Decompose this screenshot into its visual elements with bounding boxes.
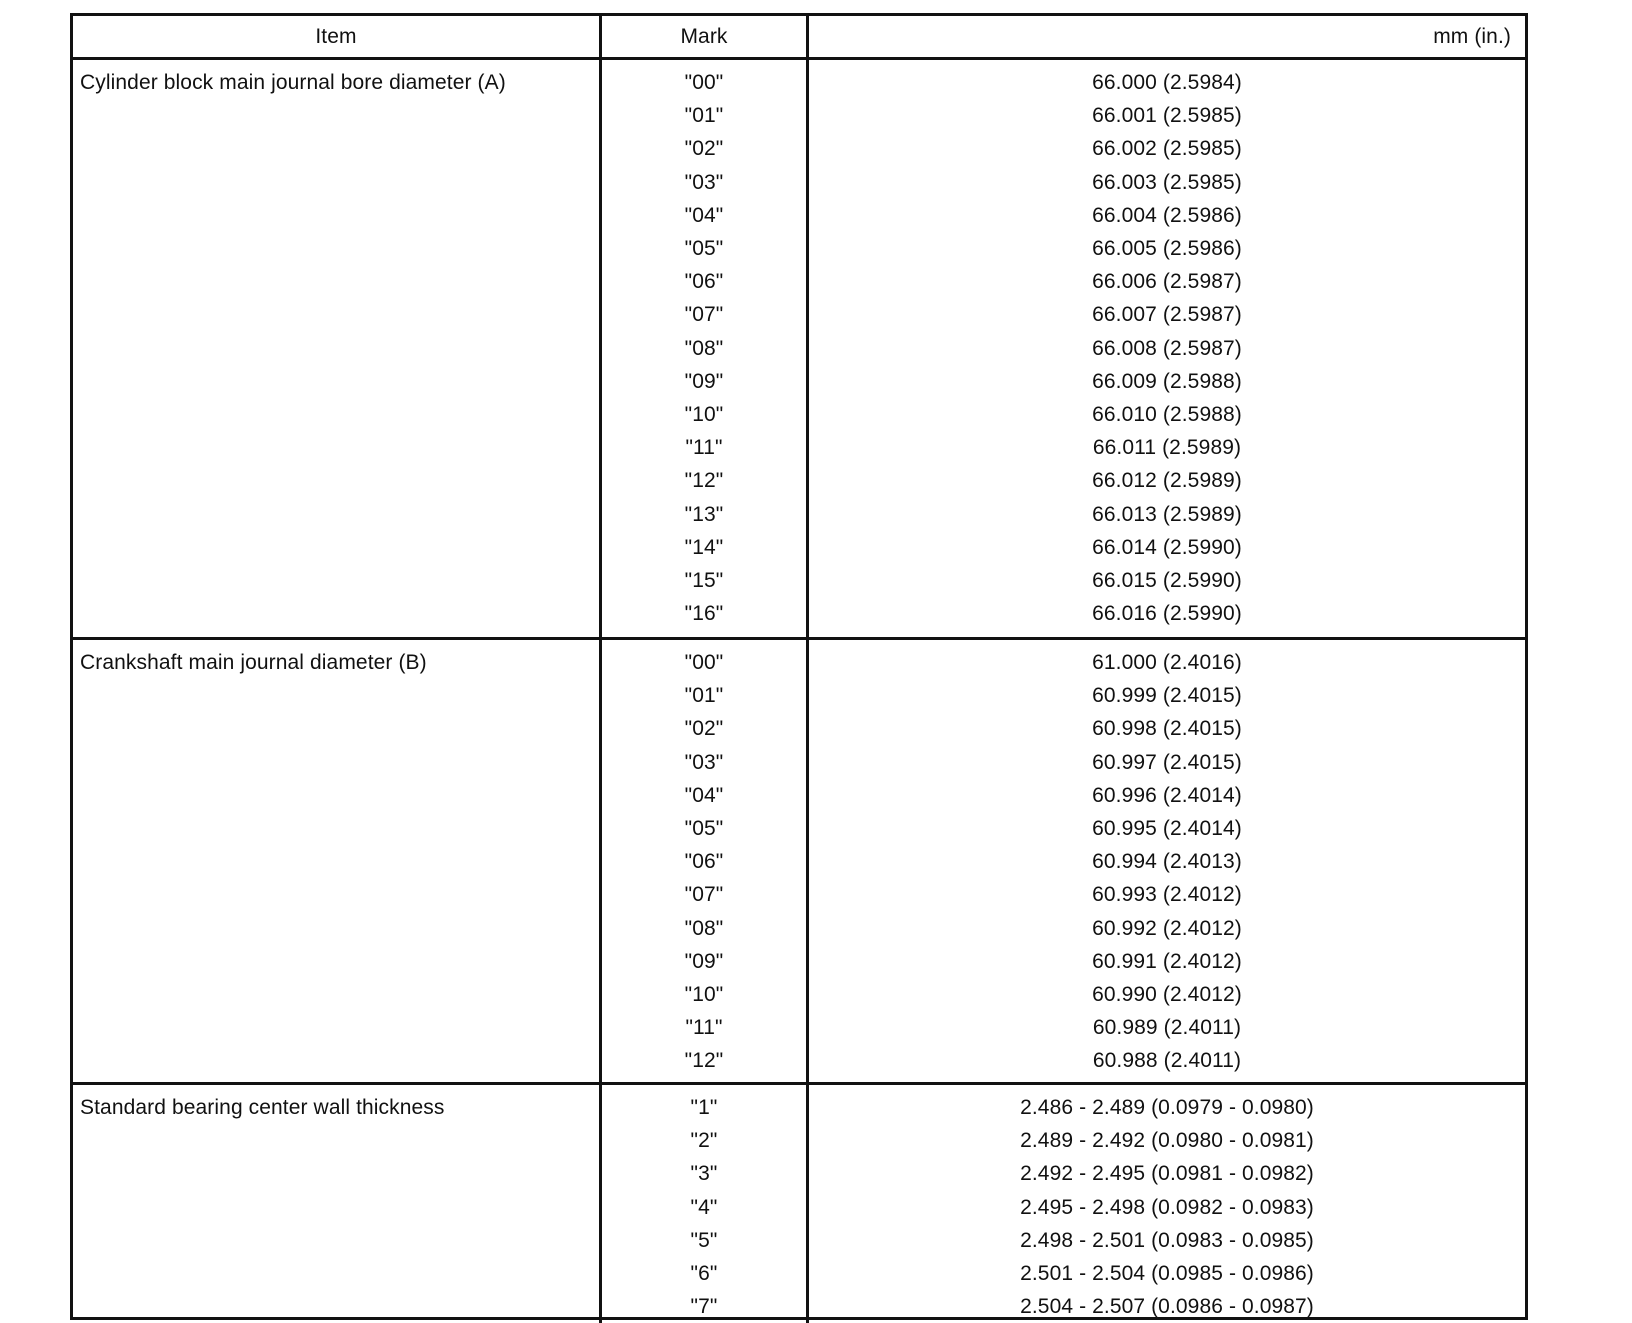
mark-value: "3" [690,1162,718,1186]
mark-value: "14" [684,535,724,559]
mark-value: "15" [684,569,724,593]
measurement-value: 60.990 (2.4012) [1092,983,1242,1007]
specification-table [70,13,1528,1320]
mark-value: "00" [684,651,724,674]
mark-value: "11" [685,1016,723,1040]
measurement-value: 60.988 (2.4011) [1092,1049,1242,1073]
measurement-value: 66.001 (2.5985) [1092,104,1242,128]
mark-value: "01" [684,104,724,128]
measurement-value: 2.498 - 2.501 (0.0983 - 0.0985) [1020,1228,1314,1252]
unit-column-header: mm (in.) [809,16,1525,60]
mark-value: "7" [690,1295,718,1319]
measurement-value: 60.997 (2.4015) [1092,750,1242,774]
measurement-value: 66.012 (2.5989) [1092,469,1242,493]
measurement-value: 66.000 (2.5984) [1092,71,1242,94]
measurement-value: 60.989 (2.4011) [1092,1016,1242,1040]
group-item-label: Crankshaft main journal diameter (B) [73,640,602,1085]
mark-value: "05" [684,237,724,261]
mark-value: "06" [684,850,724,874]
mark-value: "06" [684,270,724,294]
measurement-value: 66.008 (2.5987) [1092,336,1242,360]
group-item-label: Standard bearing center wall thickness [73,1085,602,1323]
mark-value: "04" [684,203,724,227]
item-column-header: Item [73,16,602,60]
mark-value: "00" [684,71,724,94]
mark-value: "09" [684,369,724,393]
measurement-value: 66.007 (2.5987) [1092,303,1242,327]
mark-column-header: Mark [602,16,809,60]
mark-value: "13" [684,502,724,526]
measurement-value: 60.993 (2.4012) [1092,883,1242,907]
measurement-value: 2.495 - 2.498 (0.0982 - 0.0983) [1020,1195,1314,1219]
mark-value: "1" [690,1096,718,1119]
measurement-value: 66.003 (2.5985) [1092,170,1242,194]
group-value-column [809,1085,1525,1323]
mark-value: "5" [690,1228,718,1252]
measurement-value: 66.002 (2.5985) [1092,137,1242,161]
measurement-value: 66.005 (2.5986) [1092,237,1242,261]
measurement-value: 60.991 (2.4012) [1092,949,1242,973]
measurement-value: 66.011 (2.5989) [1092,436,1242,460]
measurement-value: 66.009 (2.5988) [1092,369,1242,393]
mark-value: "4" [690,1195,718,1219]
measurement-value: 2.489 - 2.492 (0.0980 - 0.0981) [1020,1129,1314,1153]
mark-value: "16" [684,602,724,626]
group-value-column [809,60,1525,640]
measurement-value: 60.996 (2.4014) [1092,783,1242,807]
measurement-value: 66.014 (2.5990) [1092,535,1242,559]
group-mark-column [602,60,809,640]
measurement-value: 2.504 - 2.507 (0.0986 - 0.0987) [1020,1295,1314,1319]
mark-value: "07" [684,303,724,327]
mark-value: "09" [684,949,724,973]
mark-value: "12" [684,469,724,493]
mark-value: "05" [684,817,724,841]
measurement-value: 60.999 (2.4015) [1092,684,1242,708]
measurement-value: 2.501 - 2.504 (0.0985 - 0.0986) [1020,1262,1314,1286]
mark-value: "2" [690,1129,718,1153]
mark-value: "03" [684,750,724,774]
mark-value: "11" [685,436,723,460]
measurement-value: 66.004 (2.5986) [1092,203,1242,227]
group-value-column [809,640,1525,1085]
mark-value: "08" [684,336,724,360]
measurement-value: 66.013 (2.5989) [1092,502,1242,526]
mark-value: "07" [684,883,724,907]
measurement-value: 2.492 - 2.495 (0.0981 - 0.0982) [1020,1162,1314,1186]
measurement-value: 66.016 (2.5990) [1092,602,1242,626]
group-mark-column [602,640,809,1085]
mark-value: "08" [684,916,724,940]
mark-value: "02" [684,717,724,741]
measurement-value: 66.006 (2.5987) [1092,270,1242,294]
mark-value: "10" [684,983,724,1007]
measurement-value: 60.992 (2.4012) [1092,916,1242,940]
mark-value: "12" [684,1049,724,1073]
group-mark-column [602,1085,809,1323]
measurement-value: 60.995 (2.4014) [1092,817,1242,841]
mark-value: "04" [684,783,724,807]
measurement-value: 61.000 (2.4016) [1092,651,1242,674]
measurement-value: 66.010 (2.5988) [1092,403,1242,427]
measurement-value: 2.486 - 2.489 (0.0979 - 0.0980) [1020,1096,1314,1119]
group-item-label: Cylinder block main journal bore diameter (A) [73,60,602,640]
mark-value: "6" [690,1262,718,1286]
measurement-value: 60.998 (2.4015) [1092,717,1242,741]
mark-value: "10" [684,403,724,427]
mark-value: "01" [684,684,724,708]
mark-value: "03" [684,170,724,194]
mark-value: "02" [684,137,724,161]
measurement-value: 66.015 (2.5990) [1092,569,1242,593]
measurement-value: 60.994 (2.4013) [1092,850,1242,874]
